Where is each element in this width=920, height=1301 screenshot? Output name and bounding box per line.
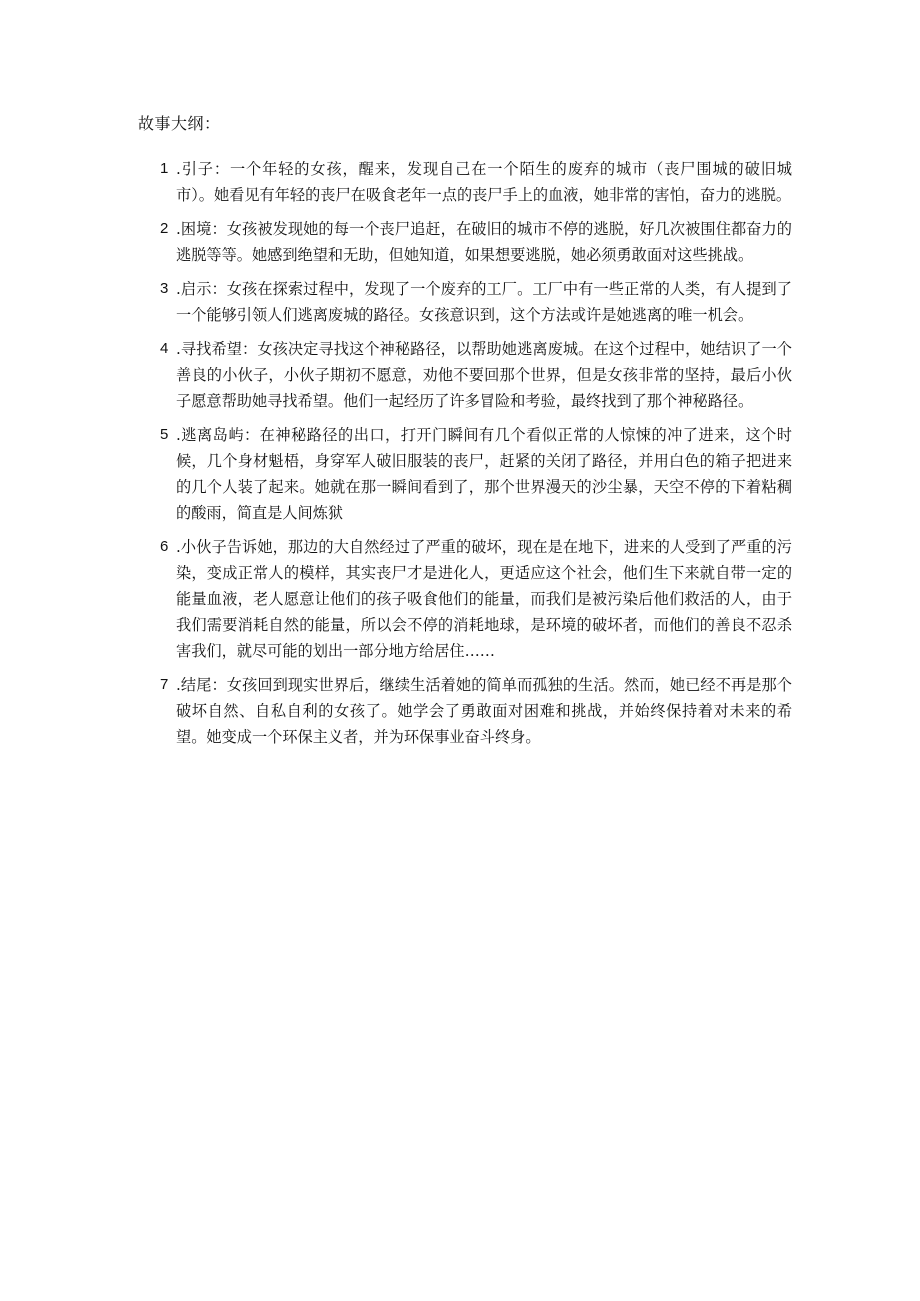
item-text: .困境：女孩被发现她的每一个丧尸追赶，在破旧的城市不停的逃脱，好几次被围住都奋力的逃脱等等。她感到绝望和无助，但她知道，如果想要逃脱，她必须勇敢面对这些挑战。 [176,220,792,264]
outline-item-5 [160,422,792,526]
outline-item-3 [160,276,792,328]
item-number: 5 [160,426,169,443]
item-text: .引子：一个年轻的女孩，醒来，发现自己在一个陌生的废弃的城市（丧尸围城的破旧城市）。她看见有年轻的丧尸在吸食老年一点的丧尸手上的血液，她非常的害怕，奋力的逃脱。 [176,160,792,204]
outline-item-7 [160,672,792,750]
item-number: 4 [160,340,169,357]
item-text: .寻找希望：女孩决定寻找这个神秘路径，以帮助她逃离废城。在这个过程中，她结识了一个善良的小伙子，小伙子期初不愿意，劝他不要回那个世界，但是女孩非常的坚持，最后小伙子愿意帮助她寻找希望。他们一起经历了许多冒险和考验，最终找到了那个神秘路径。 [176,340,792,410]
story-outline-list [160,156,792,758]
item-number: 1 [160,160,169,177]
item-number: 7 [160,676,169,693]
item-text: .结尾：女孩回到现实世界后，继续生活着她的简单而孤独的生活。然而，她已经不再是那个破坏自然、自私自利的女孩了。她学会了勇敢面对困难和挑战，并始终保持着对未来的希望。她变成一个环保主义者，并为环保事业奋斗终身。 [176,676,792,746]
item-text: .启示：女孩在探索过程中，发现了一个废弃的工厂。工厂中有一些正常的人类，有人提到了一个能够引领人们逃离废城的路径。女孩意识到，这个方法或许是她逃离的唯一机会。 [176,280,792,324]
document-heading: 故事大纲： [138,114,221,133]
item-number: 3 [160,280,169,297]
outline-item-6 [160,534,792,664]
outline-item-4 [160,336,792,414]
item-text: .逃离岛屿：在神秘路径的出口，打开门瞬间有几个看似正常的人惊悚的冲了进来，这个时候，几个身材魁梧，身穿军人破旧服装的丧尸，赶紧的关闭了路径，并用白色的箱子把进来的几个人装了起来。她就在那一瞬间看到了，那个世界漫天的沙尘暴，天空不停的下着粘稠的酸雨，简直是人间炼狱 [176,426,792,522]
item-number: 6 [160,538,169,555]
outline-item-1 [160,156,792,208]
item-text: .小伙子告诉她，那边的大自然经过了严重的破坏，现在是在地下，进来的人受到了严重的污染，变成正常人的模样，其实丧尸才是进化人，更适应这个社会，他们生下来就自带一定的能量血液，老人愿意让他们的孩子吸食他们的能量，而我们是被污染后他们救活的人，由于我们需要消耗自然的能量，所以会不停的消耗地球，是环境的破坏者，而他们的善良不忍杀害我们，就尽可能的划出一部分地方给居住…… [176,538,792,660]
item-number: 2 [160,220,169,237]
outline-item-2 [160,216,792,268]
